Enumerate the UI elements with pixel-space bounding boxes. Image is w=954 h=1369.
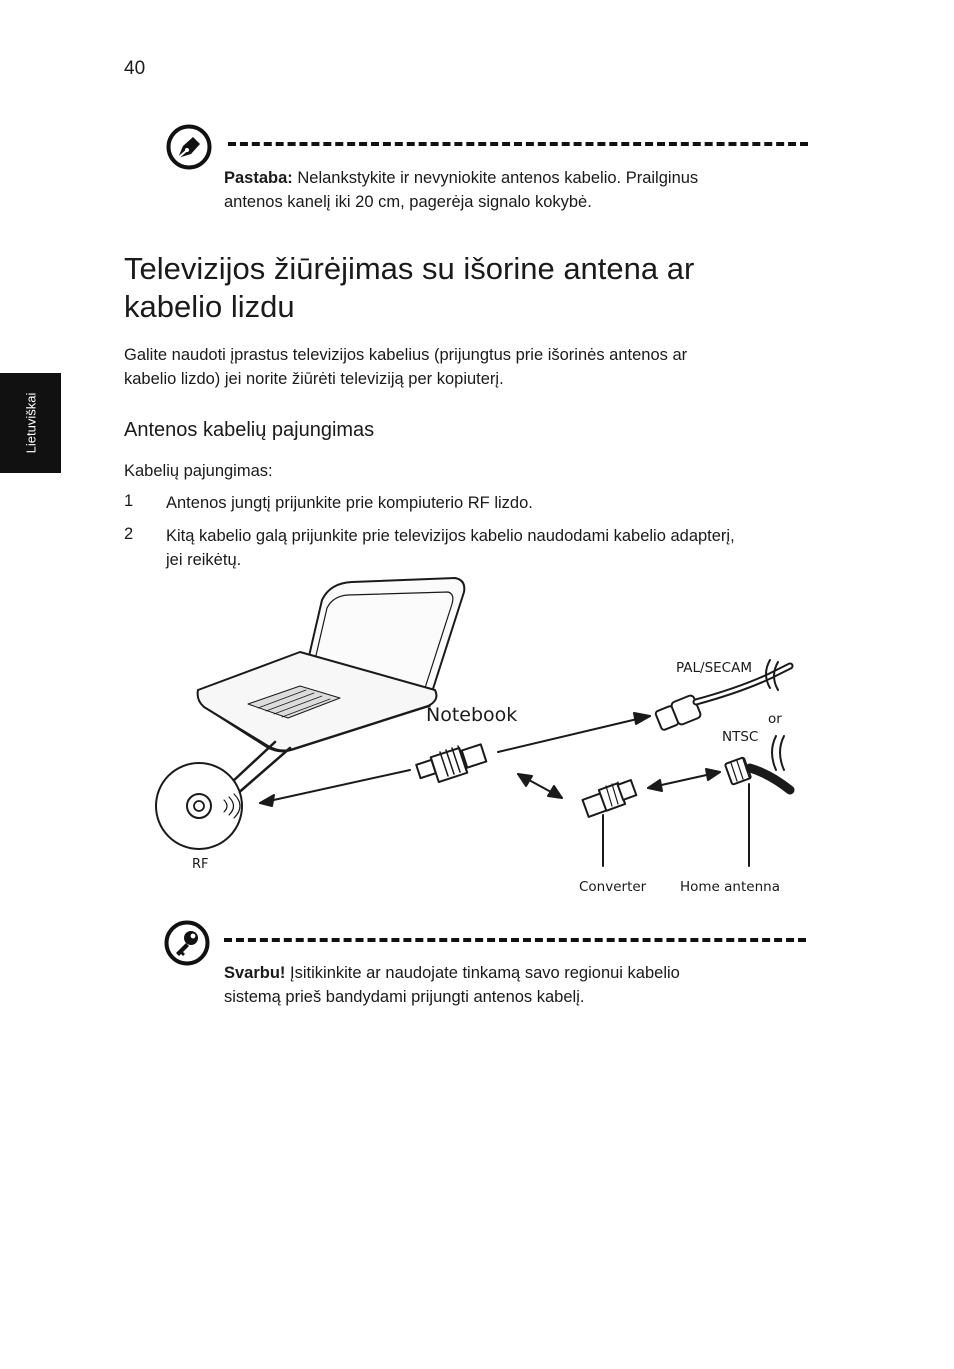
label-notebook: Notebook — [426, 704, 518, 726]
important-line-1: Įsitikinkite ar naudojate tinkamą savo regionui kabelio — [290, 964, 680, 982]
rf-plug — [416, 744, 486, 782]
section-title-line-1: Televizijos žiūrėjimas su išorine antena ar — [124, 251, 695, 286]
step-1-line-1: Antenos jungtį prijunkite prie kompiuterio RF lizdo. — [166, 494, 533, 512]
converter-adapter — [583, 780, 637, 817]
key-icon — [164, 920, 210, 966]
subsection-lead: Kabelių pajungimas: — [124, 462, 273, 480]
important-divider — [224, 938, 806, 942]
label-home-antenna: Home antenna — [680, 879, 780, 895]
subsection-title: Antenos kabelių pajungimas — [124, 419, 375, 441]
section-title-line-2: kabelio lizdu — [124, 289, 295, 324]
label-or: or — [768, 711, 782, 727]
section-intro-line-1: Galite naudoti įprastus televizijos kabelius (prijungtus prie išorinės antenos ar — [124, 346, 688, 364]
label-rf: RF — [192, 857, 209, 872]
step-2-line-2: jei reikėtų. — [166, 551, 242, 569]
important-line-2: sistemą prieš bandydami prijungti antenos kabelį. — [224, 988, 585, 1006]
note-label: Pastaba: — [224, 169, 293, 187]
page-number: 40 — [124, 58, 146, 79]
section-intro-line-2: kabelio lizdo) jei norite žiūrėti televiziją per kopiuterį. — [124, 370, 504, 388]
rf-port-callout — [156, 763, 242, 849]
step-2-line-1: Kitą kabelio galą prijunkite prie televizijos kabelio naudodami kabelio adapterį, — [166, 527, 735, 545]
important-block — [164, 918, 814, 1013]
label-converter: Converter — [579, 879, 647, 895]
note-line-1: Nelankstykite ir nevyniokite antenos kabelio. Prailginus — [297, 169, 699, 187]
important-label: Svarbu! — [224, 964, 286, 982]
arrow-to-pal — [498, 716, 650, 752]
step-1-number: 1 — [124, 492, 134, 510]
important-text — [224, 961, 784, 1009]
label-pal-secam: PAL/SECAM — [676, 660, 752, 676]
arrow-to-rf — [260, 770, 410, 803]
note-line-2: antenos kanelį iki 20 cm, pagerėja signalo kokybė. — [224, 193, 592, 211]
step-2-number: 2 — [124, 525, 134, 543]
language-side-tab-label: Lietuviškai — [23, 392, 38, 454]
label-ntsc: NTSC — [722, 729, 759, 745]
